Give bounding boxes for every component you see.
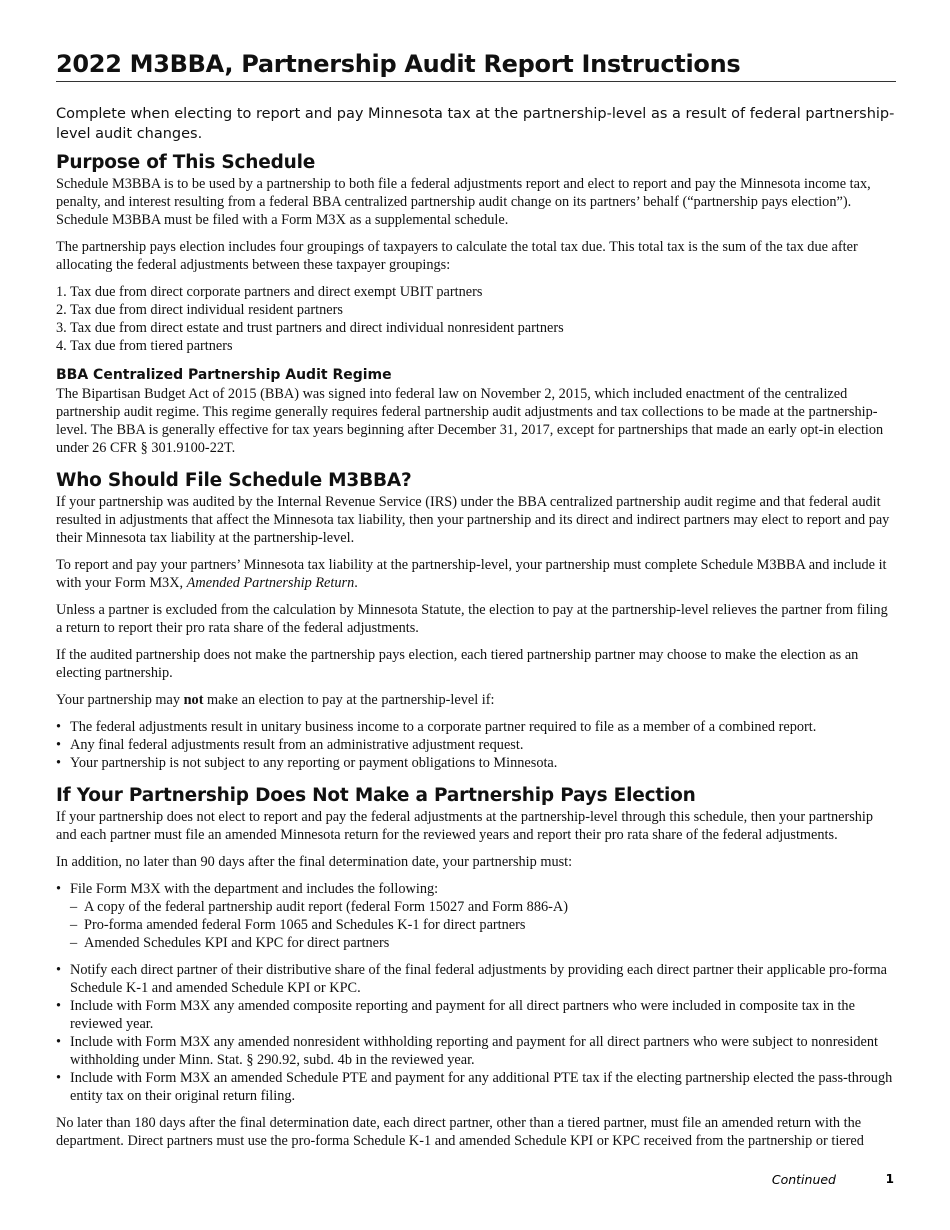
notmake-paragraph-1: If your partnership does not elect to report and pay the federal adjustments at the partnership-level through this schedule, then your partnership and each partner must file an amended Minnesota return for the reviewed years and report their pro rata share of the federal adjustments. <box>56 809 874 843</box>
heading-bba-regime: BBA Centralized Partnership Audit Regime <box>56 367 392 383</box>
tax-groupings-list <box>56 283 896 355</box>
sublist-item: – A copy of the federal partnership audit report (federal Form 15027 and Form 886-A) <box>70 898 896 916</box>
who-paragraph-5: Your partnership may not make an election to pay at the partnership-level if: <box>56 692 495 708</box>
purpose-paragraph-1: Schedule M3BBA is to be used by a partnership to both file a federal adjustments report and elect to report and pay the Minnesota income tax, penalty, and interest resulting from a federal BBA centralized partnership audit change on its partners’ behalf (“partnership pays election”). Schedule M3BBA must be filed with a Form M3X as a supplemental schedule. <box>56 176 871 228</box>
sublist-item: – Amended Schedules KPI and KPC for direct partners <box>70 934 896 952</box>
notmake-paragraph-3: No later than 180 days after the final determination date, each direct partner, other than a tiered partner, must file an amended return with the department. Direct partners must use the pro-forma Schedule K-1 and amended Schedule KPI or KPC received from the partnership or tiered <box>56 1115 864 1149</box>
page-footer <box>0 1172 950 1192</box>
list-item: 1. Tax due from direct corporate partners and direct exempt UBIT partners <box>56 284 483 300</box>
m3x-requirements-list <box>56 880 896 952</box>
list-item: • Any final federal adjustments result from an administrative adjustment request. <box>56 736 896 754</box>
continued-label: Continued <box>771 1172 836 1187</box>
not-eligible-list <box>56 718 896 772</box>
who-paragraph-3: Unless a partner is excluded from the calculation by Minnesota Statute, the election to pay at the partnership-level relieves the partner from filing a return to report their pro rata share of the federal adjustments. <box>56 602 888 636</box>
heading-who-should-file: Who Should File Schedule M3BBA? <box>56 470 412 491</box>
emphasis-not: not <box>183 692 204 708</box>
document-page <box>56 50 896 1159</box>
form-title-italic: Amended Partnership Return <box>186 575 355 591</box>
partnership-obligations-list <box>56 961 896 1105</box>
heading-purpose: Purpose of This Schedule <box>56 152 316 173</box>
intro-text: Complete when electing to report and pay Minnesota tax at the partnership-level as a result of federal partnership-level audit changes. <box>56 106 895 142</box>
list-item: 2. Tax due from direct individual resident partners <box>56 302 343 318</box>
purpose-paragraph-2: The partnership pays election includes four groupings of taxpayers to calculate the total tax due. This total tax is the sum of the tax due after allocating the federal adjustments between these taxpayer groupings: <box>56 239 858 273</box>
notmake-paragraph-2: In addition, no later than 90 days after the final determination date, your partnership must: <box>56 854 573 870</box>
list-item: • Include with Form M3X any amended composite reporting and payment for all direct partners who were included in composite tax in the reviewed year. <box>56 997 896 1033</box>
page-title: 2022 M3BBA, Partnership Audit Report Instructions <box>56 50 896 82</box>
list-item: • File Form M3X with the department and includes the following: – A copy of the federal partnership audit report (federal Form 15027 and Form 886-A) – Pro-forma amended federal Form 1065 and Schedules K-1 for direct partners – Amended Schedules KPI and KPC for direct partners <box>56 880 896 952</box>
who-paragraph-1: If your partnership was audited by the Internal Revenue Service (IRS) under the BBA centralized partnership audit regime and that federal audit resulted in adjustments that affect the Minnesota tax liability, then your partnership and its direct and indirect partners may elect to report and pay their Minnesota tax liability at the partnership-level. <box>56 494 890 546</box>
bba-paragraph: The Bipartisan Budget Act of 2015 (BBA) was signed into federal law on November 2, 2015, which included enactment of the centralized partnership audit regime. This regime generally requires federal partnership audit adjustments and tax collections to be made at the partnership-level. The BBA is generally effective for tax years beginning after December 31, 2017, except for partnerships that made an early opt-in election under 26 CFR § 301.9100-22T. <box>56 386 884 456</box>
list-item: • Include with Form M3X any amended nonresident withholding reporting and payment for all direct partners who were subject to nonresident withholding under Minn. Stat. § 290.92, subd. 4b in the reviewed year. <box>56 1033 896 1069</box>
list-item: • The federal adjustments result in unitary business income to a corporate partner required to file as a member of a combined report. <box>56 718 896 736</box>
list-item: 4. Tax due from tiered partners <box>56 338 233 354</box>
sublist-item: – Pro-forma amended federal Form 1065 and Schedules K-1 for direct partners <box>70 916 896 934</box>
m3x-attachments-sublist <box>70 898 896 952</box>
who-paragraph-2: To report and pay your partners’ Minnesota tax liability at the partnership-level, your partnership must complete Schedule M3BBA and include it with your Form M3X, Amended Partnership Return. <box>56 557 887 591</box>
list-item: 3. Tax due from direct estate and trust partners and direct individual nonresident partners <box>56 320 564 336</box>
who-paragraph-4: If the audited partnership does not make the partnership pays election, each tiered partnership partner may choose to make the election as an electing partnership. <box>56 647 859 681</box>
page-number: 1 <box>885 1172 894 1186</box>
list-item: • Notify each direct partner of their distributive share of the final federal adjustments by providing each direct partner their applicable pro-forma Schedule K-1 and amended Schedule KPI or KPC. <box>56 961 896 997</box>
heading-does-not-make-election: If Your Partnership Does Not Make a Partnership Pays Election <box>56 785 696 806</box>
list-item: • Include with Form M3X an amended Schedule PTE and payment for any additional PTE tax if the electing partnership elected the pass-through entity tax on their original return filing. <box>56 1069 896 1105</box>
list-item: • Your partnership is not subject to any reporting or payment obligations to Minnesota. <box>56 754 896 772</box>
